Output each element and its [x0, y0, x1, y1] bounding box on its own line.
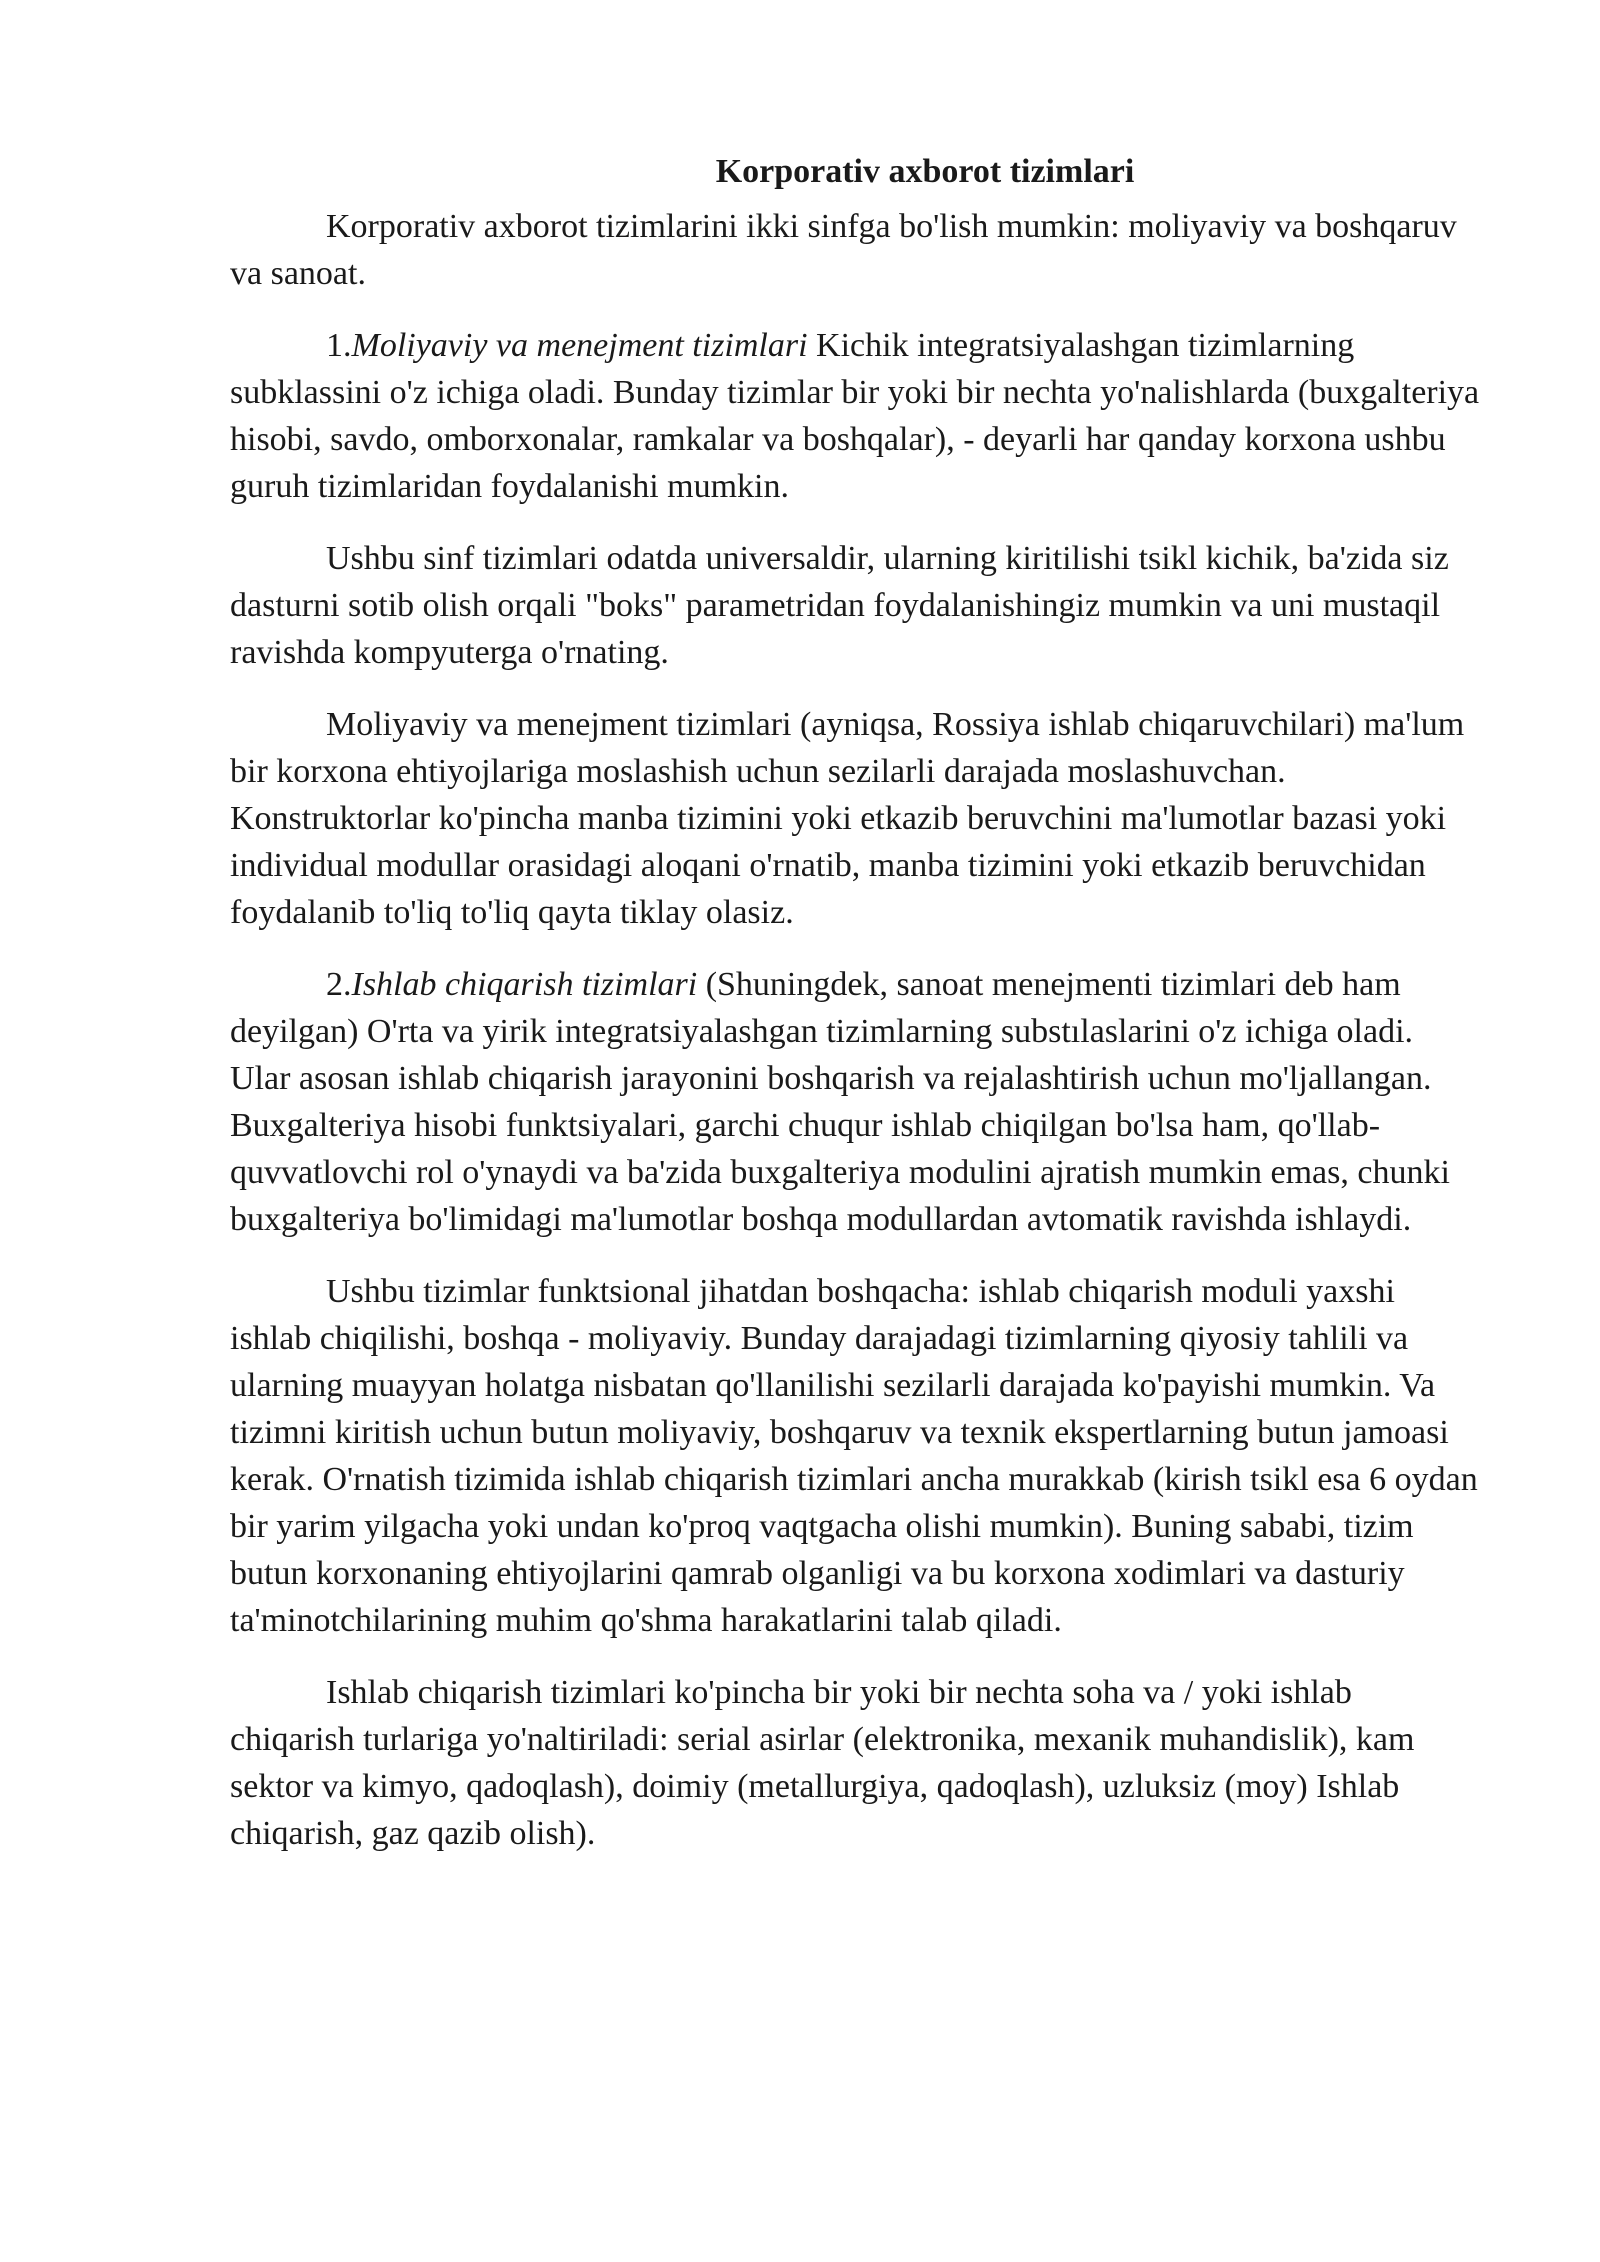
- paragraph-intro: [230, 203, 1480, 297]
- paragraph-text: (Shuningdek, sanoat menejmenti tizimlari deb ham deyilgan) O'rta va yirik integratsiyalashgan tizimlarning substılaslarini o'z ichiga oladi. Ular asosan ishlab chiqarish jarayonini boshqarish va rejalashtirish uchun mo'ljallangan. Buxgalteriya hisobi funktsiyalari, garchi chuqur ishlab chiqilgan bo'lsa ham, qo'llab-quvvatlovchi rol o'ynaydi va ba'zida buxgalteriya modulini ajratish mumkin emas, chunki buxgalteriya bo'limidagi ma'lumotlar boshqa modullardan avtomatik ravishda ishlaydi.: [230, 966, 1450, 1238]
- document-title: Korporativ axborot tizimlari: [715, 153, 1135, 190]
- document-body: [230, 148, 1480, 1882]
- paragraph-flexibility: [230, 701, 1480, 936]
- paragraph-text: Ushbu tizimlar funktsional jihatdan boshqacha: ishlab chiqarish moduli yaxshi ishlab chiqilishi, boshqa - moliyaviy. Bunday darajadagi tizimlarning qiyosiy tahlili va ularning muayyan holatga nisbatan qo'llanilishi sezilarli darajada ko'payishi mumkin. Va tizimni kiritish uchun butun moliyaviy, boshqaruv va texnik ekspertlarning butun jamoasi kerak. O'rnatish tizimida ishlab chiqarish tizimlari ancha murakkab (kirish tsikl esa 6 oydan bir yarim yilgacha yoki undan ko'proq vaqtgacha olishi mumkin). Buning sababi, tizim butun korxonaning ehtiyojlarini qamrab olganligi va bu korxona xodimlari va dasturiy ta'minotchilarining muhim qo'shma harakatlarini talab qiladi.: [230, 1273, 1478, 1639]
- paragraph-production-systems: [230, 961, 1480, 1243]
- paragraph-number: 2.: [326, 966, 352, 1003]
- paragraph-functional-differences: [230, 1268, 1480, 1644]
- paragraph-text: Moliyaviy va menejment tizimlari (ayniqsa, Rossiya ishlab chiqaruvchilari) ma'lum bir korxona ehtiyojlariga moslashish uchun sezilarli darajada moslashuvchan. Konstruktorlar ko'pincha manba tizimini yoki etkazib beruvchini ma'lumotlar bazasi yoki individual modullar orasidagi aloqani o'rnatib, manba tizimini yoki etkazib beruvchidan foydalanib to'liq to'liq qayta tiklay olasiz.: [230, 706, 1465, 931]
- paragraph-text: Ishlab chiqarish tizimlari ko'pincha bir yoki bir nechta soha va / yoki ishlab chiqarish turlariga yo'naltiriladi: serial asirlar (elektronika, mexanik muhandislik), kam sektor va kimyo, qadoqlash), doimiy (metallurgiya, qadoqlash), uzluksiz (moy) Ishlab chiqarish, gaz qazib olish).: [230, 1674, 1415, 1852]
- paragraph-text: Ushbu sinf tizimlari odatda universaldir, ularning kiritilishi tsikl kichik, ba'zida siz dasturni sotib olish orqali "boks" parametridan foydalanishingiz mumkin va uni mustaqil ravishda kompyuterga o'rnating.: [230, 540, 1449, 671]
- paragraph-italic-heading: Ishlab chiqarish tizimlari: [351, 966, 698, 1003]
- paragraph-industries: [230, 1669, 1480, 1857]
- paragraph-italic-heading: Moliyaviy va menejment tizimlari: [351, 327, 808, 364]
- paragraph-universal: [230, 535, 1480, 676]
- paragraph-financial-systems: [230, 322, 1480, 510]
- paragraph-text: Korporativ axborot tizimlarini ikki sinfga bo'lish mumkin: moliyaviy va boshqaruv va sanoat.: [230, 208, 1457, 292]
- paragraph-text: Kichik integratsiyalashgan tizimlarning subklassini o'z ichiga oladi. Bunday tizimlar bir yoki bir nechta yo'nalishlarda (buxgalteriya hisobi, savdo, omborxonalar, ramkalar va boshqalar), - deyarli har qanday korxona ushbu guruh tizimlaridan foydalanishi mumkin.: [230, 327, 1480, 505]
- paragraph-number: 1.: [326, 327, 352, 364]
